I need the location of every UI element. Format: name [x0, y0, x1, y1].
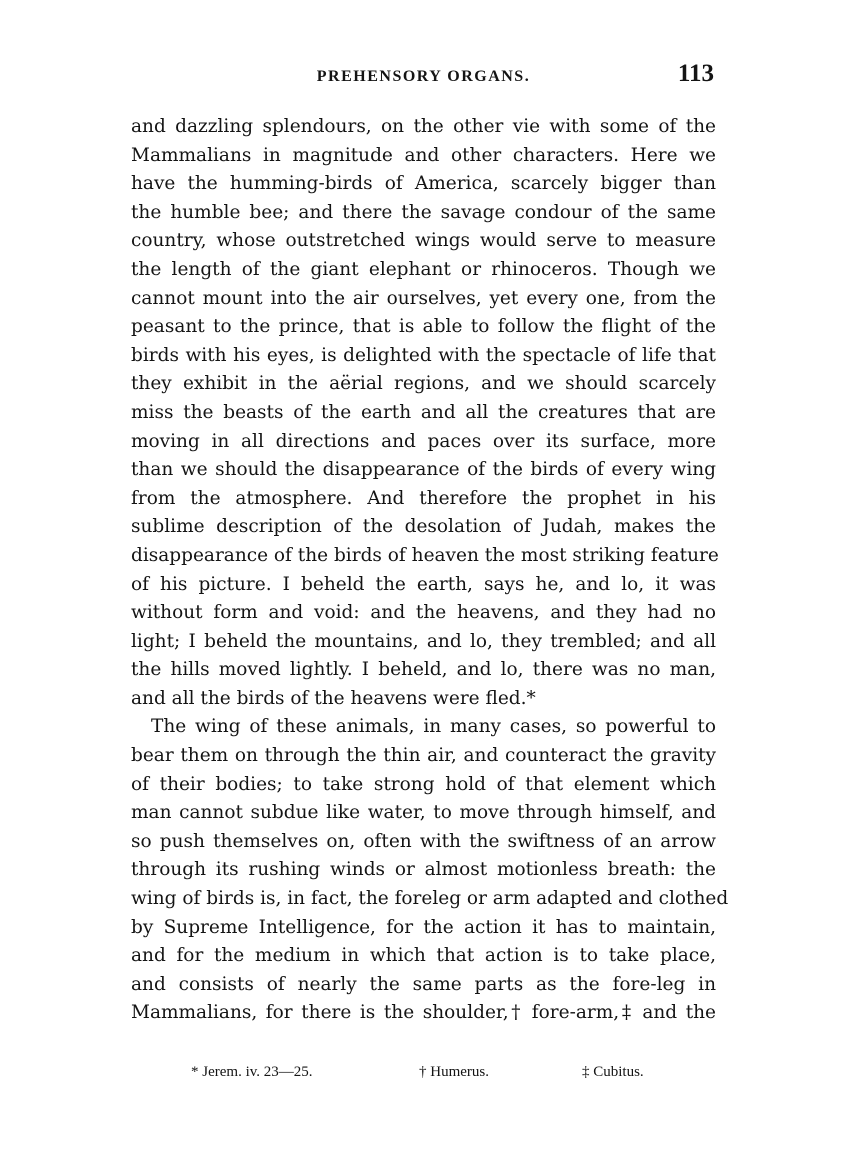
text-line: peasant to the prince, that is able to follow the flight of the — [131, 316, 716, 338]
text-line: from the atmosphere. And therefore the prophet in his — [131, 487, 716, 509]
text-line: miss the beasts of the earth and all the creatures that are — [131, 401, 716, 423]
running-header — [131, 60, 716, 100]
text-line: Mammalians in magnitude and other characters. Here we — [131, 144, 716, 166]
running-title: PREHENSORY ORGANS. — [316, 68, 531, 85]
text-line: moving in all directions and paces over its surface, more — [131, 430, 716, 452]
footnote: † Humerus. — [419, 1064, 489, 1080]
text-line: sublime description of the desolation of Judah, makes the — [131, 516, 716, 538]
text-line: the humble bee; and there the savage condour of the same — [131, 201, 716, 223]
text-line: the hills moved lightly. I beheld, and lo, there was no man, — [131, 659, 716, 681]
text-line: than we should the disappearance of the birds of every wing — [131, 459, 716, 481]
text-line: without form and void: and the heavens, and they had no — [131, 602, 716, 624]
text-line: and for the medium in which that action is to take place, — [131, 945, 716, 967]
text-line: and dazzling splendours, on the other vie with some of the — [131, 116, 716, 137]
text-line: cannot mount into the air ourselves, yet every one, from the — [131, 287, 716, 309]
text-line: wing of birds is, in fact, the foreleg or arm adapted and clothed — [131, 888, 729, 910]
text-line: they exhibit in the aërial regions, and we should scarcely — [131, 373, 716, 395]
text-line: through its rushing winds or almost motionless breath: the — [131, 859, 716, 881]
text-line: country, whose outstretched wings would serve to measure — [131, 230, 716, 252]
page-number: 113 — [677, 60, 714, 87]
body-text — [131, 113, 729, 1028]
footnotes — [131, 1064, 716, 1086]
text-line: bear them on through the thin air, and counteract the gravity — [131, 745, 716, 767]
text-line: of his picture. I beheld the earth, says he, and lo, it was — [131, 573, 716, 595]
text-line: the length of the giant elephant or rhinoceros. Though we — [131, 258, 716, 280]
text-line: and all the birds of the heavens were fled.* — [131, 687, 536, 709]
text-line: The wing of these animals, in many cases, so powerful to — [151, 716, 716, 738]
text-line: light; I beheld the mountains, and lo, they trembled; and all — [131, 630, 716, 652]
footnote: ‡ Cubitus. — [582, 1064, 644, 1080]
text-line: Mammalians, for there is the shoulder,† fore-arm,‡ and the — [131, 1002, 716, 1024]
text-line: birds with his eyes, is delighted with the spectacle of life that — [131, 344, 716, 366]
footnote: * Jerem. iv. 23—25. — [191, 1064, 313, 1080]
text-line: have the humming-birds of America, scarcely bigger than — [131, 173, 716, 195]
text-line: man cannot subdue like water, to move through himself, and — [131, 802, 716, 824]
text-line: by Supreme Intelligence, for the action it has to maintain, — [131, 916, 716, 938]
text-line: and consists of nearly the same parts as the fore-leg in — [131, 973, 716, 995]
text-line: of their bodies; to take strong hold of that element which — [131, 773, 716, 795]
text-line: disappearance of the birds of heaven the most striking feature — [131, 544, 719, 566]
text-line: so push themselves on, often with the swiftness of an arrow — [131, 830, 716, 852]
